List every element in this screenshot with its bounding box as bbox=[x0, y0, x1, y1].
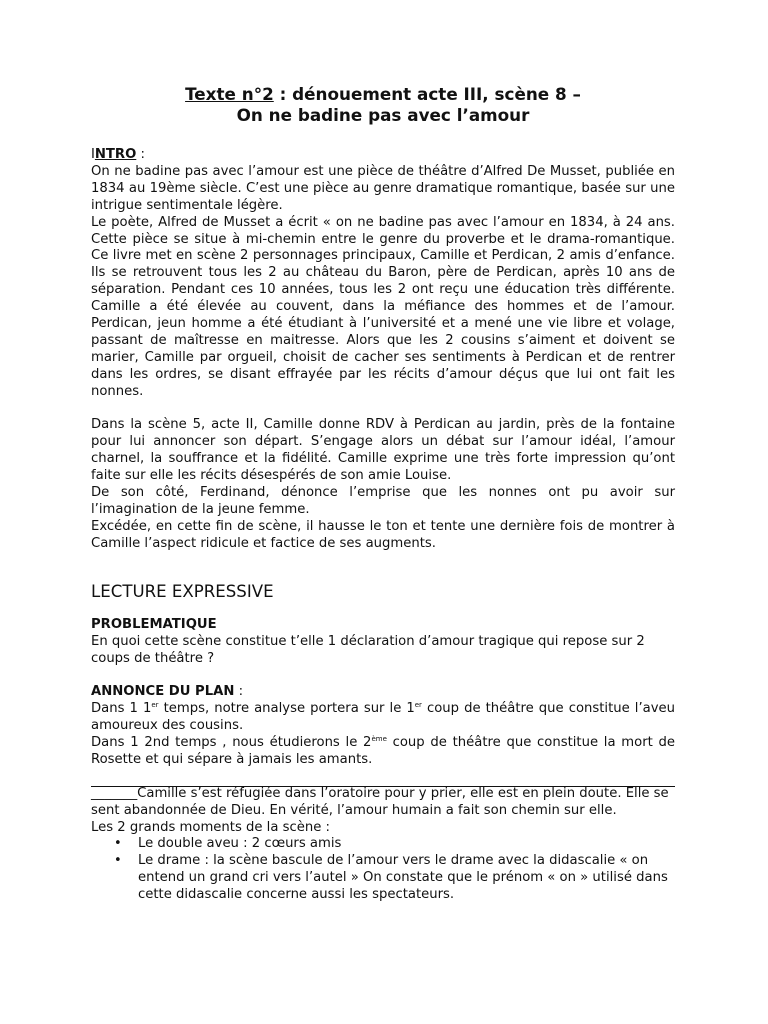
moments-intro: Les 2 grands moments de la scène : bbox=[91, 819, 330, 835]
plan-heading-colon: : bbox=[234, 684, 244, 700]
list-item-text: Le drame : la scène bascule de l’amour vers le drame avec la didascalie « on entend un grand cri vers l’autel » On constate que le prénom « on » utilisé dans cette didascalie concerne aussi les spectateurs. bbox=[138, 853, 668, 903]
plan-line-1-b: temps, notre analyse portera sur le 1 bbox=[158, 701, 415, 717]
lecture-heading: LECTURE EXPRESSIVE bbox=[91, 581, 274, 601]
horizontal-rule bbox=[91, 769, 675, 787]
analysis-text bbox=[91, 786, 675, 820]
plan-heading-line bbox=[91, 684, 675, 701]
plan-line-2-b: coup de théâtre que constitue la mort de Rosette et qui sépare à jamais les amants. bbox=[91, 735, 675, 767]
intro-paragraph-4: De son côté, Ferdinand, dénonce l’emprise que les nonnes ont pu avoir sur l’imagination de la jeune femme. bbox=[91, 485, 675, 518]
intro-heading bbox=[91, 147, 675, 164]
plan-line-1-sup-2: er bbox=[414, 701, 422, 710]
intro-paragraph-5: Excédée, en cette fin de scène, il hausse le ton et tente une dernière fois de montrer à Camille l’aspect ridicule et factice de ses augments. bbox=[91, 518, 675, 551]
plan-line-1-a: Dans 1 1 bbox=[91, 701, 152, 717]
spacer bbox=[91, 401, 675, 418]
intro-paragraph-1: On ne badine pas avec l’amour est une pièce de théâtre d’Alfred De Musset, publiée en 1834 au 19ème siècle. C’est une pièce au genre dramatique romantique, basée sur une intrigue sentimentale légère. bbox=[91, 163, 675, 213]
plan-line-1 bbox=[91, 701, 675, 735]
spacer bbox=[91, 667, 675, 684]
plan-line-2-sup: ème bbox=[371, 735, 387, 744]
intro-heading-text: NTRO bbox=[94, 147, 137, 162]
title-line1-rest: : dénouement acte III, scène 8 – bbox=[273, 84, 581, 104]
analysis-body: Camille s’est réfugiée dans l’oratoire pour y prier, elle est en plein doute. Elle se sent abandonnée de Dieu. En vérité, l’amour humain a fait son chemin sur elle. bbox=[91, 785, 669, 818]
bullet-icon: • bbox=[114, 853, 122, 869]
title-line2: On ne badine pas avec l’amour bbox=[236, 105, 530, 125]
document-page bbox=[91, 84, 675, 904]
plan-line-2 bbox=[91, 735, 675, 769]
plan-line-2-a: Dans 1 2nd temps , nous étudierons le 2 bbox=[91, 735, 372, 751]
list-item bbox=[114, 836, 675, 853]
list-item-text: Le double aveu : 2 cœurs amis bbox=[138, 836, 342, 852]
document-title bbox=[91, 84, 675, 126]
intro-paragraph-2: Le poète, Alfred de Musset a écrit « on ne badine pas avec l’amour en 1834, à 24 ans. Cette pièce se situe à mi-chemin entre le genre du proverbe et le drama-romantique. Ce livre met en scène 2 personnages principaux, Camille et Perdican, 2 amis d’enfance. Ils se retrouvent tous les 2 au château du Baron, père de Perdican, après 10 ans de séparation. Pendant ces 10 années, tous les 2 ont reçu une éducation très différente. Camille a été élevée au couvent, dans la méfiance des hommes et de l’amour. Perdican, jeun homme a été étudiant à l’université et a mené une vie libre et volage, passant de maîtresse en maitresse. Alors que les 2 cousins s’aiment et doivent se marier, Camille par orgueil, choisit de cacher ses sentiments à Perdican et de rentrer dans les ordres, se disant effrayée par les récits d’amour déçus que lui ont fait les nonnes. bbox=[91, 214, 675, 399]
problematique-text: En quoi cette scène constitue t’elle 1 déclaration d’amour tragique qui repose sur 2 coups de théâtre ? bbox=[91, 633, 645, 666]
list-item bbox=[114, 853, 675, 904]
intro-paragraph-3: Dans la scène 5, acte II, Camille donne RDV à Perdican au jardin, près de la fontaine pour lui annoncer son départ. S’engage alors un débat sur l’amour idéal, l’amour charnel, la souffrance et la fidélité. Camille exprime une très forte impression qu’ont faite sur elle les récits désespérés de son amie Louise. bbox=[91, 417, 675, 484]
title-text-number: Texte n°2 bbox=[185, 84, 274, 104]
plan-line-1-c: coup de théâtre que constitue l’aveu amoureux des cousins. bbox=[91, 701, 675, 734]
intro-heading-initial: I bbox=[91, 147, 95, 162]
problematique-heading: PROBLEMATIQUE bbox=[91, 616, 217, 632]
plan-line-1-sup-1: er bbox=[151, 701, 159, 710]
plan-heading: ANNONCE DU PLAN bbox=[91, 684, 235, 700]
bullet-icon: • bbox=[114, 836, 122, 852]
analysis-rule-prefix: _______ bbox=[91, 785, 138, 801]
moments-list bbox=[91, 836, 675, 904]
intro-heading-colon: : bbox=[136, 147, 145, 162]
